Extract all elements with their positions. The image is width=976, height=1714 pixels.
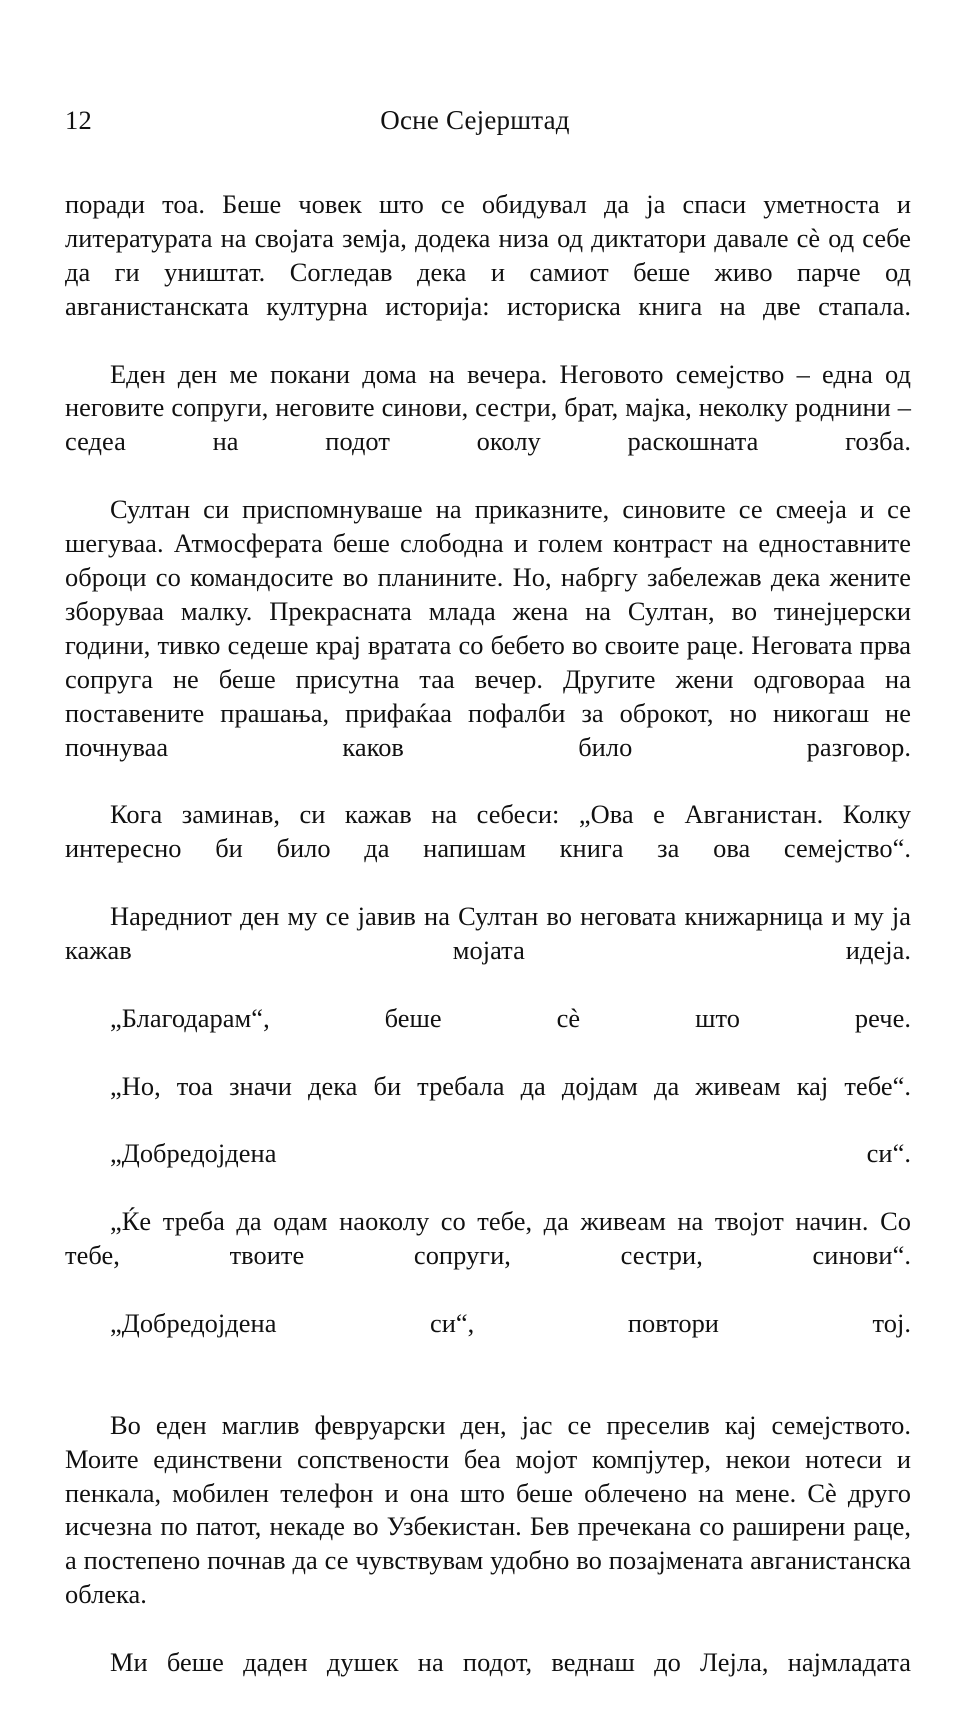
running-head-author: Осне Сејерштад: [380, 105, 570, 135]
paragraph: Еден ден ме покани дома на вечера. Неговото семејство – една од неговите сопруги, неговите синови, сестри, брат, мајка, неколку роднини – седеа на подот околу раскошната гозба.: [65, 358, 918, 457]
section-break: [65, 1375, 911, 1409]
paragraph: Ми беше даден душек на подот, веднаш до Лејла, најмладата: [110, 1647, 911, 1678]
paragraph: Во еден маглив февруарски ден, јас се преселив кај семејството. Моите единствени сопствености беа мојот компјутер, некои нотеси и пенкала, мобилен телефон и она што беше облечено на мене. Сè друго исчезна по патот, некаде во Узбекистан. Бев пречекана со раширени раце, а постепено почнав да се чувствувам удобно во позајмената авганистанска облека.: [65, 1409, 918, 1610]
paragraph: Наредниот ден му се јавив на Султан во неговата книжарница и му ја кажав мојата идеја.: [65, 901, 918, 965]
paragraph: Кога заминав, си кажав на себеси: „Ова е Авганистан. Колку интересно би било да напишам книга за ова семејство“.: [65, 799, 918, 864]
page-header: [65, 103, 910, 143]
paragraph: „Но, тоа значи дека би требала да дојдам да живеам кај тебе“.: [110, 1070, 911, 1101]
paragraph: „Добредојдена си“, повтори тој.: [110, 1307, 911, 1338]
paragraph: „Благодарам“, беше сè што рече.: [110, 1002, 911, 1033]
paragraph: Султан си приспомнуваше на приказните, синовите се смееја и се шегуваа. Атмосферата беше слободна и голем контраст на едноставните оброци со командосите во планините. Но, набргу забележав дека жените зборуваа малку. Прекрасната млада жена на Султан, во тинејџерски години, тивко седеше крај вратата со бебето во своите раце. Неговата прва сопруга не беше присутна таа вечер. Другите жени одговораа на поставените прашања, прифаќаа пофалби за оброкот, но никогаш не почнуваа каков било разговор.: [65, 494, 918, 762]
body-text-block: [65, 188, 918, 1714]
paragraph: „Добредојдена си“.: [110, 1138, 911, 1169]
page-number: 12: [65, 105, 92, 135]
paragraph: „Ќе треба да одам наоколу со тебе, да живеам на твојот начин. Со тебе, твоите сопруги, сестри, синови“.: [65, 1206, 918, 1271]
paragraph: поради тоа. Беше човек што се обидувал да ја спаси уметноста и литературата на својата земја, додека низа од диктатори давале сè од себе да ги уништат. Согледав дека и самиот беше живо парче од авганистанската културна историја: историска книга на две стапала.: [65, 189, 918, 321]
